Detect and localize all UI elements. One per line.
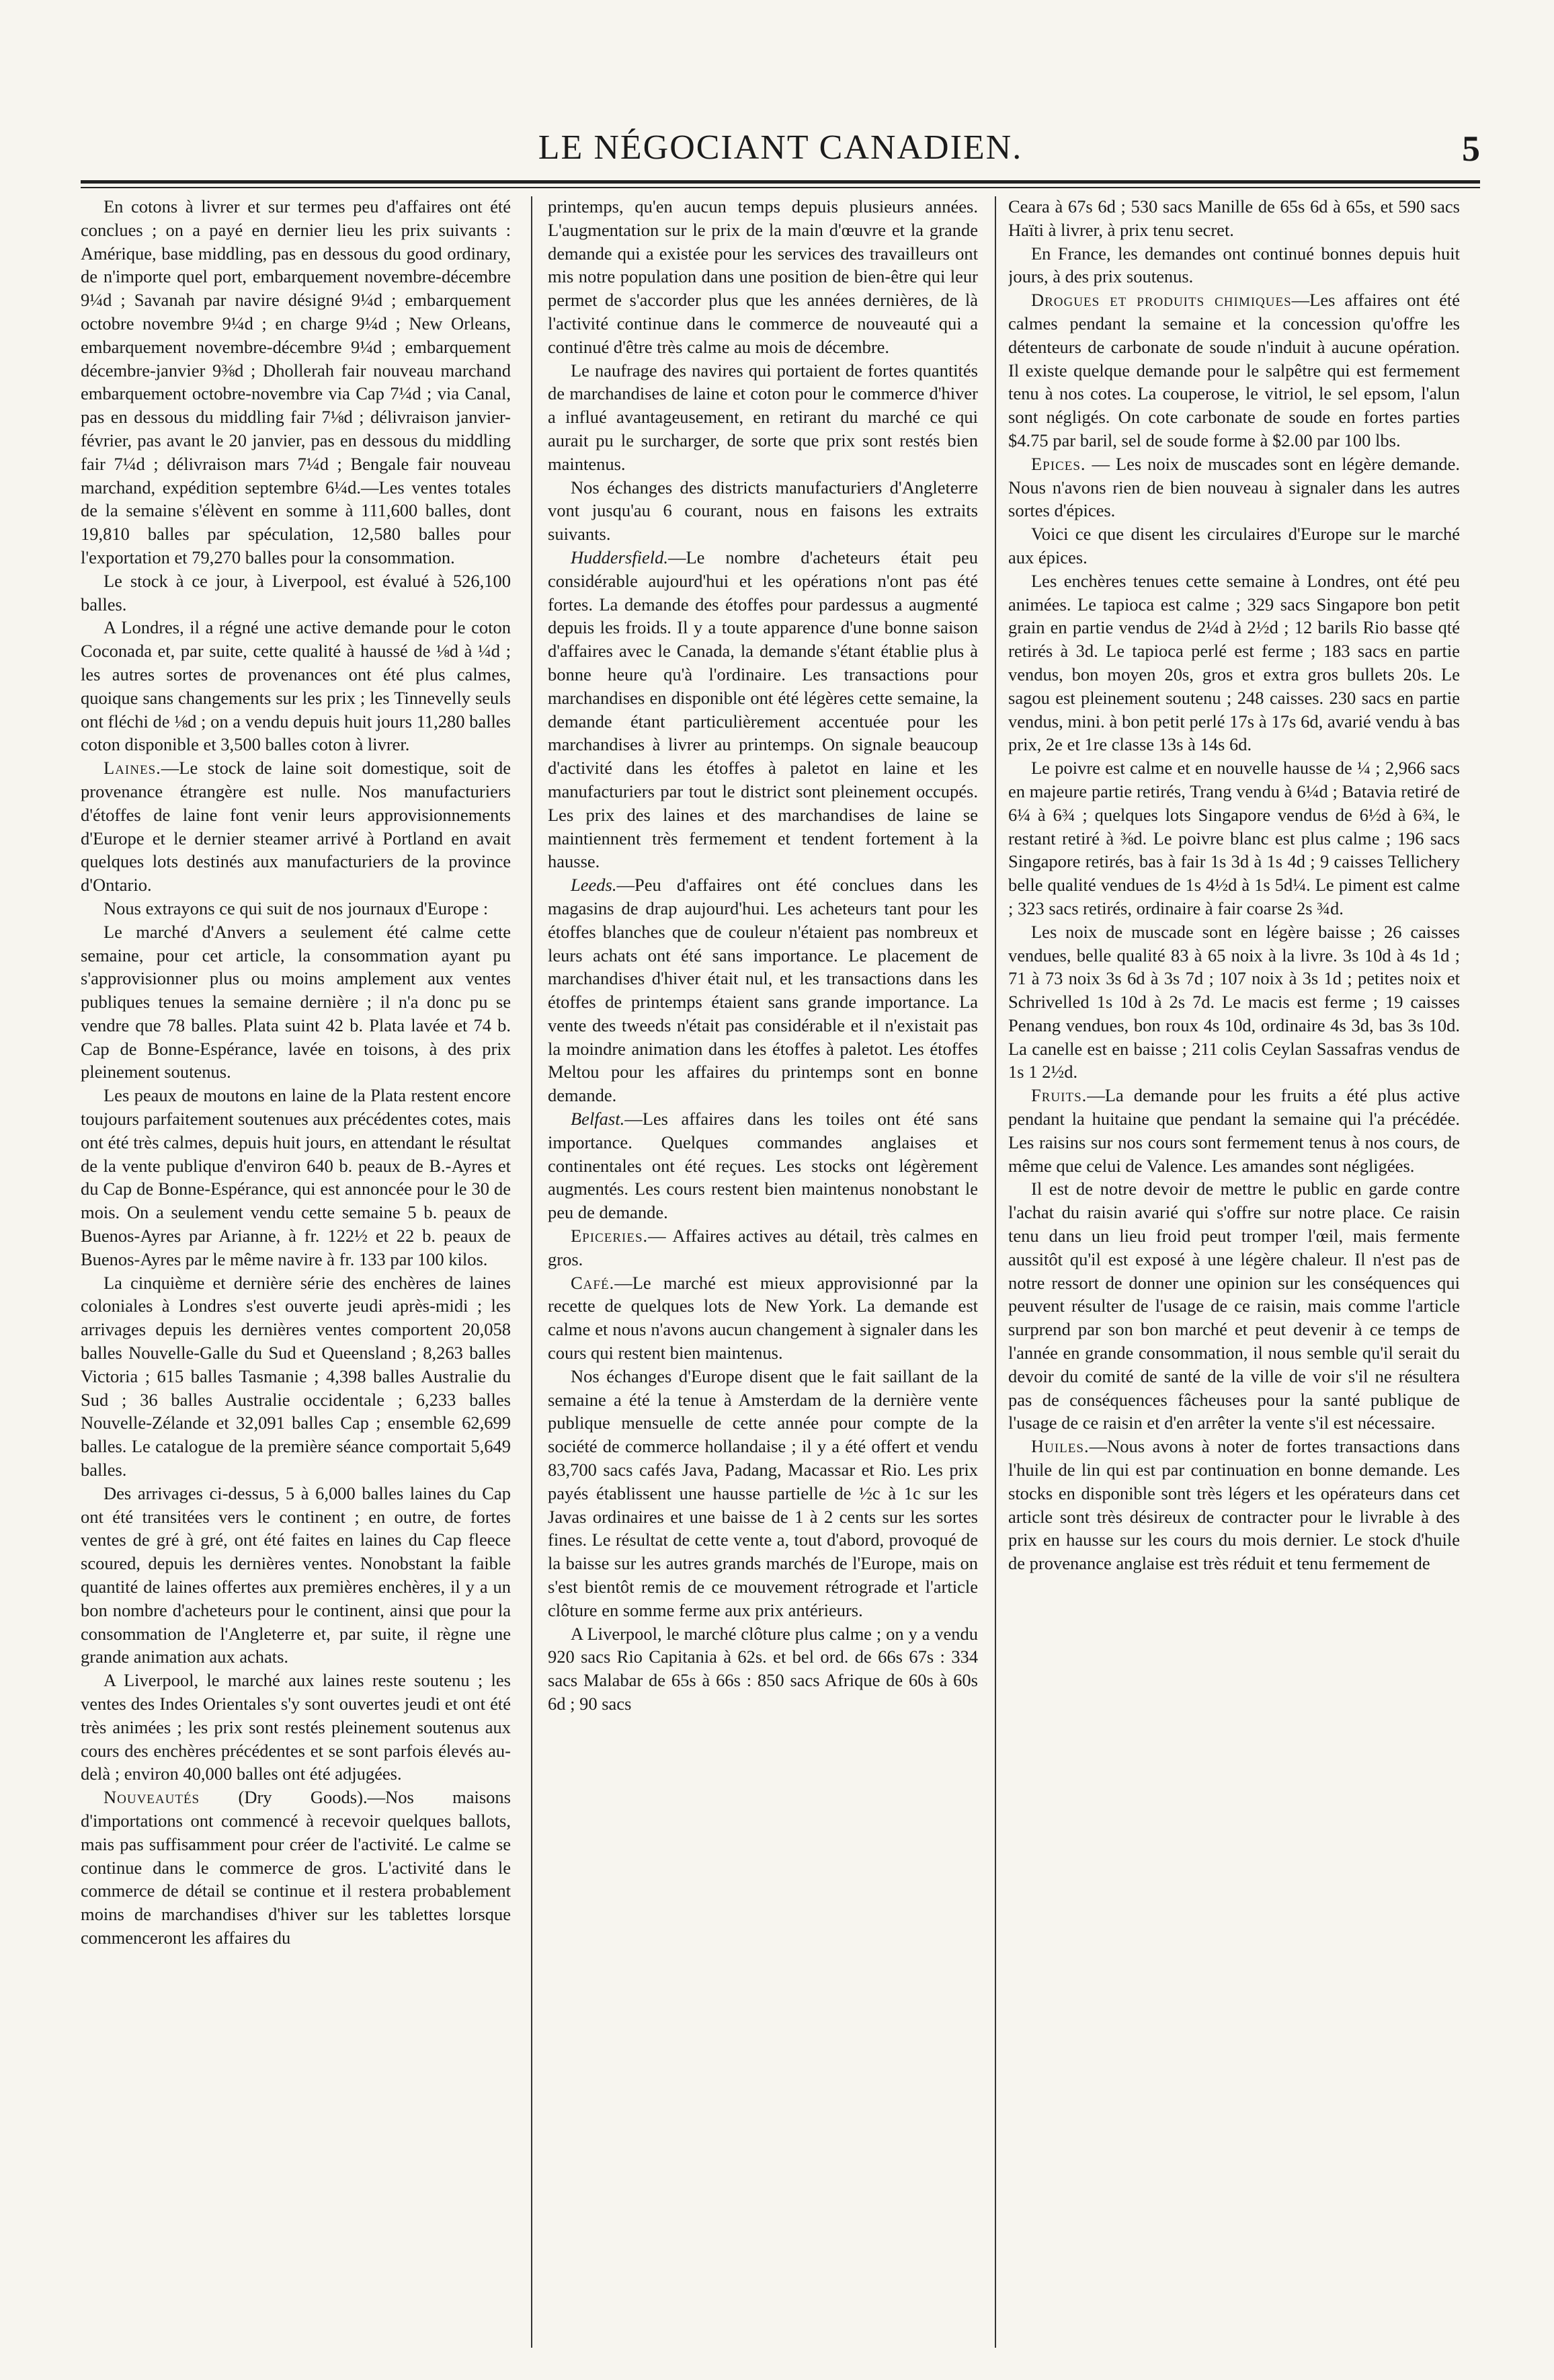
paragraph-text: Nos échanges d'Europe disent que le fait saillant de la semaine a été la tenue à Amsterdam de la dernière vente publique mensuelle de cette année pour compte de la société de commerce hollandaise ; il y a été offert et vendu 83,700 sacs cafés Java, Padang, Macassar et Rio. Les prix payés établissent une hausse partielle de ½c à 1c sur les Javas ordinaires et une baisse de 1 à 2 cents sur les sortes fines. Le résultat de cette vente a, tout d'abord, provoqué de la baisse sur les autres grands marchés de l'Europe, mais on s'est bientôt remis de ce mouvement rétrograde et l'article clôture en somme ferme aux prix antérieurs. <box>548 1365 978 1620</box>
paragraph-text: Le naufrage des navires qui portaient de fortes quantités de marchandises de laine et coton pour le commerce d'hiver a influé avantageusement, en retirant du marché ce qui aurait pu le surcharger, de sorte que prix sont restés bien maintenus. <box>548 360 978 474</box>
section-lead: Nouveautés <box>104 1787 200 1808</box>
section-lead: Epices. <box>1031 453 1086 474</box>
article-paragraph <box>548 873 978 1107</box>
paragraph-text: Il est de notre devoir de mettre le public en garde contre l'achat du raisin avarié qui s'offre sur notre place. Ce raisin tenu dans un lieu froid peut tromper l'œil, mais fermente aussitôt qu'il est exposé à une légère chaleur. Il n'est pas de notre ressort de donner une opinion sur les conséquences qui peuvent résulter de l'usage de ce raisin, mais comme l'article surprend par son bon marché et peut devenir à ce temps de l'année en grande consommation, il nous semble qu'il serait du devoir du comité de santé de la ville de voir s'il ne résultera pas de conséquences fâcheuses pour la santé publique de l'usage de ce raisin et d'en arrêter la vente s'il est nécessaire. <box>1008 1179 1460 1433</box>
article-paragraph <box>548 359 978 476</box>
section-lead: Laines. <box>104 758 161 779</box>
paragraph-text: Les peaux de moutons en laine de la Plata restent encore toujours parfaitement soutenues aux précédentes cotes, mais ont été très calmes, depuis huit jours, en attendant le résultat de la vente publique d'environ 640 b. peaux de B.-Ayres et du Cap de Bonne-Espérance, qui est annoncée pour le 30 de mois. On a seulement vendu cette semaine 5 b. peaux de Buenos-Ayres par Arianne, à fr. 122½ et 22 b. peaux de Buenos-Ayres par le même navire à fr. 133 par 100 kilos. <box>81 1085 511 1269</box>
article-paragraph <box>548 195 978 359</box>
paragraph-text: En cotons à livrer et sur termes peu d'affaires ont été conclues ; on a payé en dernier lieu les prix suivants : Amérique, base middling, pas en dessous du good ordinary, de n'importe quel port, embarquement novembre-décembre 9¼d ; Savanah par navire désigné 9¼d ; embarquement octobre novembre 9¼d ; en charge 9¼d ; New Orleans, embarquement novembre-décembre 9¼d ; embarquement décembre-janvier 9⅜d ; Dhollerah fair nouveau marchand embarquement octobre-novembre via Cap 7¼d ; via Canal, pas en dessous du middling fair 7⅛d ; délivraison janvier-février, pas avant le 20 janvier, pas en dessous du middling fair 7¼d ; délivraison mars 7¼d ; Bengale fair nouveau marchand, expédition septembre 6¼d.—Les ventes totales de la semaine s'élèvent en somme à 111,600 balles, dont 19,810 balles par spéculation, 12,580 balles pour l'exportation et 79,270 balles pour la consommation. <box>81 196 511 567</box>
column-divider <box>531 196 532 2348</box>
section-lead: Drogues et produits chimiques <box>1031 290 1292 311</box>
paragraph-text: —Le nombre d'acheteurs était peu considérable aujourd'hui et les opérations n'ont pas été fortes. La demande des étoffes pour pardessus a augmenté depuis les froids. Il y a toute apparence d'une bonne saison d'affaires avec le Canada, la demande s'étant établie plus à bonne heure qu'à l'ordinaire. Les transactions pour marchandises en disponible ont été légères cette semaine, la demande étant particulièrement accentuée pour les marchandises à livrer au printemps. On signale beaucoup d'activité dans les étoffes à paletot en laine et les manufacturiers par tout le district sont pleinement occupés. Les prix des laines et des marchandises de laine se maintiennent très fermement et tendent fortement à la hausse. <box>548 547 978 872</box>
article-paragraph <box>81 1786 511 1950</box>
article-paragraph <box>81 616 511 756</box>
article-paragraph <box>81 569 511 617</box>
article-paragraph <box>1008 1177 1460 1435</box>
article-paragraph <box>1008 452 1460 522</box>
article-paragraph <box>1008 522 1460 569</box>
paragraph-text: Les enchères tenues cette semaine à Londres, ont été peu animées. Le tapioca est calme ; 329 sacs Singapore bon petit grain en partie vendus de 2¼d à 2½d ; 12 barils Rio basse qté retirés à 3d. Le tapioca perlé est ferme ; 183 sacs en partie vendus, bon moyen 20s, gros et extra gros bullets 20s. Le sagou est pleinement soutenu ; 248 caisses. 230 sacs en partie vendus, mini. à bon petit perlé 17s à 17s 6d, avarié vendu à bas prix, 2e et 1re classe 13s à 14s 6d. <box>1008 570 1460 755</box>
paragraph-text: —La demande pour les fruits a été plus active pendant la huitaine que pendant la semaine qui l'a précédée. Les raisins sur nos cours sont fermement tenus à nos cours, de même que celui de Valence. Les amandes sont négligées. <box>1008 1085 1460 1176</box>
article-paragraph <box>1008 242 1460 289</box>
paragraph-text: A Liverpool, le marché clôture plus calme ; on y a vendu 920 sacs Rio Capitania à 62s. et bel ord. de 66s 67s : 334 sacs Malabar de 65s à 66s : 850 sacs Afrique de 60s à 60s 6d ; 90 sacs <box>548 1623 978 1714</box>
section-lead: Leeds. <box>571 875 617 896</box>
article-paragraph <box>548 1365 978 1622</box>
paragraph-text: —Le marché est mieux approvisionné par la recette de quelques lots de New York. La demande est calme et nous n'avons aucun changement à signaler dans les cours qui restent bien maintenus. <box>548 1272 978 1363</box>
page-header <box>81 128 1480 176</box>
article-paragraph <box>548 1622 978 1716</box>
article-paragraph <box>81 1669 511 1786</box>
paragraph-text: (Dry Goods).—Nos maisons d'importations ont commencé à recevoir quelques ballots, mais pas suffisamment pour créer de l'activité. Le calme se continue dans le commerce de gros. L'activité dans le commerce de détail se continue et il restera probablement moins de marchandises d'hiver sur les tablettes lorsque commenceront les affaires du <box>81 1787 511 1948</box>
paragraph-text: A Liverpool, le marché aux laines reste soutenu ; les ventes des Indes Orientales s'y sont ouvertes jeudi et ont été très animées ; les prix sont restés pleinement soutenus aux cours des enchères précédentes et se sont parfois élevés au-delà ; environ 40,000 balles ont été adjugées. <box>81 1670 511 1784</box>
page-number: 5 <box>1462 128 1480 169</box>
article-paragraph <box>81 1271 511 1482</box>
paragraph-text: Les noix de muscade sont en légère baisse ; 26 caisses vendues, belle qualité 83 à 65 noix à la livre. 3s 10d à 4s 1d ; 71 à 73 noix 3s 6d à 3s 7d ; 107 noix à 3s 1d ; petites noix et Schrivelled 1s 10d à 2s 7d. Le macis est ferme ; 19 caisses Penang vendues, bon roux 4s 10d, ordinaire 4s 3d, bas 3s 10d. La canelle est en baisse ; 211 colis Ceylan Sassafras vendus de 1s 1 2½d. <box>1008 921 1460 1082</box>
section-lead: Café. <box>571 1272 615 1293</box>
paragraph-text: La cinquième et dernière série des enchères de laines coloniales à Londres s'est ouverte jeudi après-midi ; les arrivages depuis les dernières ventes comportent 20,058 balles Nouvelle-Galle du Sud et Queensland ; 8,263 balles Victoria ; 615 balles Tasmanie ; 4,398 balles Australie du Sud ; 36 balles Australie occidentale ; 6,233 balles Nouvelle-Zélande et 32,091 balles Cap ; ensemble 62,699 balles. Le catalogue de la première séance comportait 5,649 balles. <box>81 1272 511 1480</box>
article-paragraph <box>81 920 511 1084</box>
paragraph-text: —Peu d'affaires ont été conclues dans les magasins de drap aujourd'hui. Les acheteurs tant pour les étoffes blanches que de couleur n'étaient pas nombreux et leurs achats ont été sans importance. Le placement de marchandises d'hiver était nul, et les transactions dans les étoffes de printemps étaient sans grande importance. La vente des tweeds n'était pas considérable et il n'existait pas la moindre animation dans les étoffes à paletot. Les étoffes Meltou pour les affaires du printemps sont en bonne demande. <box>548 875 978 1106</box>
article-paragraph <box>548 1224 978 1271</box>
article-paragraph <box>1008 195 1460 242</box>
paragraph-text: — Les noix de muscades sont en légère demande. Nous n'avons rien de bien nouveau à signaler dans les autres sortes d'épices. <box>1008 453 1460 521</box>
paragraph-text: Ceara à 67s 6d ; 530 sacs Manille de 65s 6d à 65s, et 590 sacs Haïti à livrer, à prix tenu secret. <box>1008 196 1460 240</box>
paragraph-text: — Affaires actives au détail, très calmes en gros. <box>548 1226 978 1269</box>
article-paragraph <box>548 1107 978 1224</box>
paragraph-text: —Nous avons à noter de fortes transactions dans l'huile de lin qui est par continuation en bonne demande. Les stocks en disponible sont très légers et les opérateurs dans cet article sont très désireux de contracter pour le livrable à des prix en hausse sur les cours du mois dernier. Le stock d'huile de provenance anglaise est très réduit et tenu fermement de <box>1008 1436 1460 1574</box>
paragraph-text: Nos échanges des districts manufacturiers d'Angleterre vont jusqu'au 6 courant, nous en faisons les extraits suivants. <box>548 477 978 545</box>
section-lead: Huiles. <box>1031 1436 1090 1457</box>
paragraph-text: Voici ce que disent les circulaires d'Europe sur le marché aux épices. <box>1008 524 1460 567</box>
section-lead: Huddersfield. <box>571 547 668 567</box>
section-lead: Epiceries. <box>571 1226 649 1246</box>
article-paragraph <box>548 1271 978 1365</box>
paragraph-text: Le stock à ce jour, à Liverpool, est évalué à 526,100 balles. <box>81 570 511 614</box>
section-lead: Fruits. <box>1031 1085 1088 1106</box>
paragraph-text: Le marché d'Anvers a seulement été calme cette semaine, pour cet article, la consommation ayant pu s'approvisionner plus ou moins amplement aux ventes publiques tenues la semaine dernière ; il n'a donc pu se vendre que 78 balles. Plata suint 42 b. Plata lavée et 74 b. Cap de Bonne-Espérance, lavée en toisons, à des prix pleinement soutenus. <box>81 921 511 1082</box>
article-paragraph <box>1008 756 1460 920</box>
article-paragraph <box>1008 288 1460 452</box>
paragraph-text: Des arrivages ci-dessus, 5 à 6,000 balles laines du Cap ont été transitées vers le continent ; en outre, de fortes ventes de gré à gré, ont été faites en laines du Cap fleece scoured, depuis les dernières ventes. Nonobstant la faible quantité de laines offertes aux premières enchères, il y a un bon nombre d'acheteurs pour le continent, ainsi que pour la consommation de l'Angleterre et, par suite, il règne une grande animation aux achats. <box>81 1482 511 1667</box>
column-2 <box>548 195 978 2350</box>
paragraph-text: —Le stock de laine soit domestique, soit de provenance étrangère est nulle. Nos manufacturiers d'étoffes de laine font venir leurs approvisionnements d'Europe et le dernier steamer arrivé à Portland en avait quelques lots destinés aux manufacturiers de la province d'Ontario. <box>81 758 511 896</box>
column-divider <box>995 196 996 2348</box>
header-rule-thick <box>81 180 1480 184</box>
article-paragraph <box>81 195 511 569</box>
column-3 <box>1008 195 1460 2350</box>
header-rule-thin <box>81 187 1480 188</box>
paragraph-text: printemps, qu'en aucun temps depuis plusieurs années. L'augmentation sur le prix de la main d'œuvre et la grande demande qui a existée pour les services des travailleurs ont mis notre population dans une position de bien-être qui leur permet de s'accorder plus que les années dernières, de là l'activité continue dans le commerce de nouveauté qui a continué d'être très calme au mois de décembre. <box>548 196 978 357</box>
article-paragraph <box>81 1482 511 1669</box>
article-paragraph <box>1008 1084 1460 1177</box>
newspaper-title: LE NÉGOCIANT CANADIEN. <box>538 128 1023 167</box>
paragraph-text: Nous extrayons ce qui suit de nos journaux d'Europe : <box>104 898 489 918</box>
article-paragraph <box>1008 1435 1460 1575</box>
column-1 <box>81 195 511 2350</box>
article-paragraph <box>81 756 511 897</box>
paragraph-text: En France, les demandes ont continué bonnes depuis huit jours, à des prix soutenus. <box>1008 243 1460 287</box>
article-paragraph <box>548 546 978 873</box>
paragraph-text: —Les affaires ont été calmes pendant la semaine et la concession qu'offre les détenteurs de carbonate de soude n'induit à aucune opération. Il existe quelque demande pour le salpêtre qui est fermement tenu à nos cotes. La couperose, le vitriol, le sel epsom, l'alun sont négligés. On cote carbonate de soude en fortes parties $4.75 par baril, sel de soude forme à $2.00 par 100 lbs. <box>1008 290 1460 450</box>
article-paragraph <box>81 897 511 920</box>
paragraph-text: Le poivre est calme et en nouvelle hausse de ¼ ; 2,966 sacs en majeure partie retirés, Trang vendu à 6¼d ; Batavia retiré de 6¼ à 6¾ ; quelques lots Singapore vendus de 6½d à 6¾, le restant retiré à ⅜d. Le poivre blanc est plus calme ; 196 sacs Singapore retirés, bas à fair 1s 3d à 1s 4d ; 9 caisses Tellichery belle qualité vendues de 1s 4½d à 1s 5d¼. Le piment est calme ; 323 sacs retirés, ordinaire à fair coarse 2s ¾d. <box>1008 758 1460 918</box>
article-paragraph <box>1008 920 1460 1084</box>
section-lead: Belfast. <box>571 1109 625 1129</box>
article-paragraph <box>1008 569 1460 756</box>
paragraph-text: —Les affaires dans les toiles ont été sans importance. Quelques commandes anglaises et continentales ont été reçues. Les stocks ont légèrement augmentés. Les cours restent bien maintenus nonobstant le peu de demande. <box>548 1109 978 1223</box>
article-paragraph <box>81 1084 511 1271</box>
paragraph-text: A Londres, il a régné une active demande pour le coton Coconada et, par suite, cette qualité à haussé de ⅛d à ¼d ; les autres sortes de provenances ont été plus calmes, quoique sans changements sur les prix ; les Tinnevelly seuls ont fléchi de ⅛d ; on a vendu depuis huit jours 11,280 balles coton disponible et 3,500 balles coton à livrer. <box>81 617 511 755</box>
article-paragraph <box>548 476 978 546</box>
